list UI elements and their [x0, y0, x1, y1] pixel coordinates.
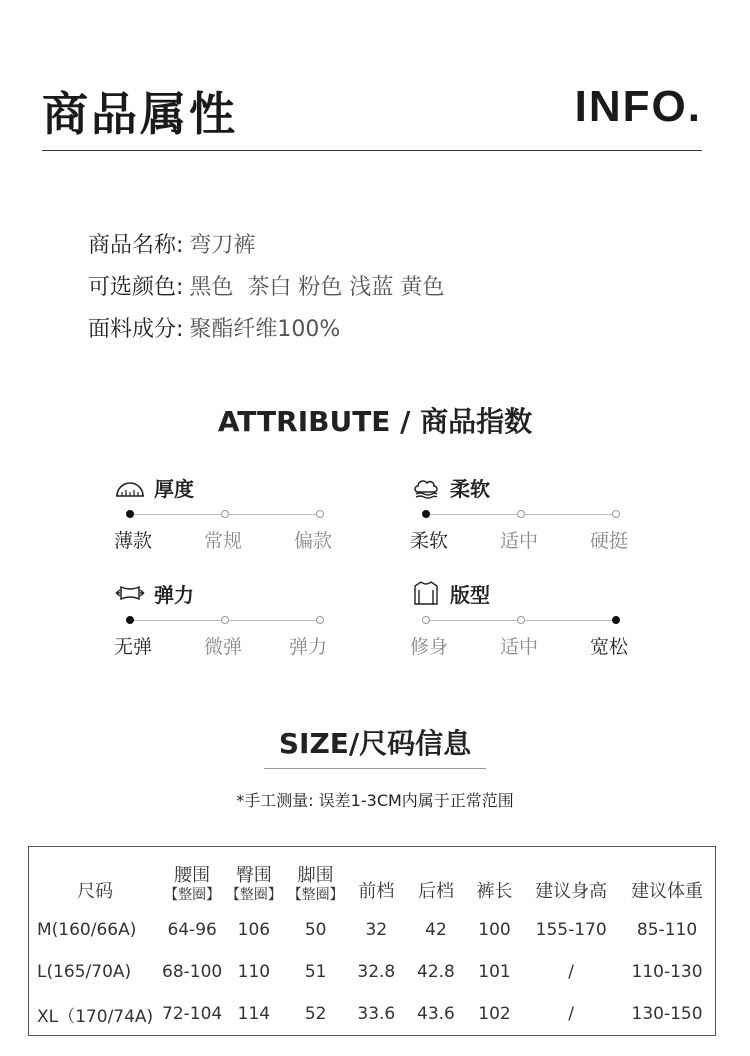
size-title-underline [264, 768, 486, 769]
table-header-row [29, 847, 716, 910]
table-cell: 106 [237, 920, 271, 940]
column-header: 腰围 【整圈】 [164, 865, 221, 903]
property-key: 面料成分: [88, 317, 184, 342]
column-header: 尺码 [77, 881, 114, 902]
column-header: 脚围 【整圈】 [287, 865, 344, 903]
option-label: 偏款 [294, 530, 333, 552]
option-label: 适中 [500, 530, 539, 552]
table-cell: 110-130 [631, 962, 703, 982]
table-cell: 52 [304, 1004, 327, 1024]
table-cell: 51 [304, 962, 327, 982]
size-table [28, 846, 716, 1036]
property-value: 黑色 茶白 粉色 浅蓝 黄色 [189, 275, 445, 300]
table-cell: 33.6 [357, 1004, 396, 1024]
option-label: 硬挺 [590, 530, 629, 552]
table-cell: 32.8 [357, 962, 396, 982]
shirt-icon [410, 580, 442, 606]
ruler-icon [114, 474, 146, 500]
attribute-thickness [114, 474, 334, 550]
page-title: 商品属性 [42, 87, 238, 141]
table-cell: L(165/70A) [37, 962, 132, 982]
attribute-scale [422, 614, 618, 628]
table-row [29, 993, 716, 1036]
column-header: 建议身高 [535, 881, 608, 902]
property-colors [88, 270, 444, 301]
property-name [88, 228, 255, 259]
table-cell: 42.8 [417, 962, 455, 982]
table-row [29, 951, 716, 993]
table-cell: 42 [425, 920, 447, 940]
measurement-note: *手工测量: 误差1-3CM内属于正常范围 [236, 791, 514, 810]
table-cell: 85-110 [636, 920, 698, 940]
size-title: SIZE/尺码信息 [278, 727, 472, 760]
table-cell: XL（170/74A) [37, 1006, 154, 1027]
option-label: 弹力 [289, 636, 328, 658]
cloud-icon [410, 474, 442, 500]
table-cell: 110 [237, 962, 271, 982]
attribute-softness [410, 474, 630, 550]
table-cell: / [568, 962, 575, 982]
option-label: 修身 [410, 636, 449, 658]
attribute-name: 柔软 [450, 476, 490, 501]
table-cell: 101 [478, 962, 511, 982]
attribute-scale [126, 614, 322, 628]
column-header: 臀围 【整圈】 [225, 865, 282, 903]
attribute-scale [422, 508, 618, 522]
attribute-scale [126, 508, 322, 522]
attribute-name: 版型 [450, 582, 490, 607]
column-header: 前档 [358, 881, 395, 902]
property-key: 商品名称: [88, 233, 184, 258]
attribute-elasticity [114, 580, 334, 656]
table-cell: 50 [304, 920, 327, 940]
property-key: 可选颜色: [88, 275, 184, 300]
info-label: INFO. [574, 82, 702, 131]
header-divider [42, 150, 702, 151]
option-label: 常规 [204, 530, 243, 552]
column-header: 裤长 [476, 881, 513, 902]
table-cell: 102 [478, 1004, 511, 1024]
table-cell: 130-150 [631, 1004, 703, 1024]
attribute-name: 厚度 [154, 476, 194, 501]
table-cell: 100 [478, 920, 511, 940]
option-label: 无弹 [114, 636, 153, 658]
table-cell: 155-170 [535, 920, 607, 940]
table-cell: 64-96 [167, 920, 217, 940]
option-label: 柔软 [410, 530, 449, 552]
table-cell: 114 [237, 1004, 271, 1024]
attribute-fit [410, 580, 630, 656]
table-cell: / [568, 1004, 575, 1024]
attribute-name: 弹力 [154, 582, 194, 607]
table-cell: 32 [365, 920, 388, 940]
stretch-icon [114, 580, 146, 606]
option-label: 微弹 [204, 636, 243, 658]
option-label: 薄款 [114, 530, 153, 552]
column-header: 建议体重 [631, 881, 704, 902]
attribute-title: ATTRIBUTE / 商品指数 [217, 405, 533, 438]
column-header: 后档 [417, 881, 454, 902]
property-value: 弯刀裤 [189, 233, 256, 258]
table-cell: 43.6 [417, 1004, 455, 1024]
property-value: 聚酯纤维100% [189, 317, 341, 342]
option-label: 适中 [500, 636, 539, 658]
option-label: 宽松 [590, 636, 629, 658]
property-fabric [88, 312, 340, 343]
table-cell: M(160/66A) [37, 920, 137, 940]
table-cell: 68-100 [162, 962, 223, 982]
table-row [29, 909, 716, 951]
table-cell: 72-104 [162, 1004, 223, 1024]
